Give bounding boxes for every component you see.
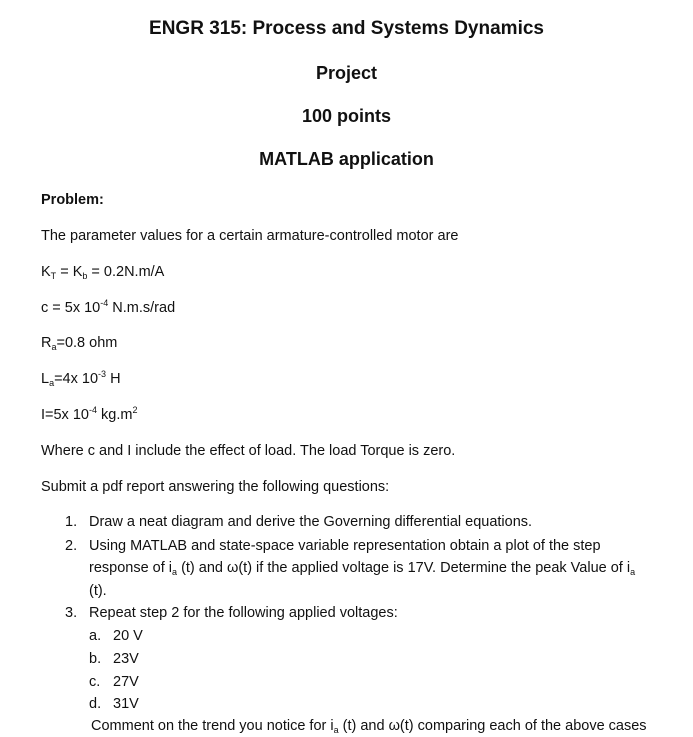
question-3-text: Repeat step 2 for the following applied voltages: [89, 605, 398, 621]
points-label: 100 points [301, 106, 392, 126]
voltage-letter: a. [89, 628, 102, 644]
project-label: Project [315, 63, 378, 83]
voltage-value: 31V [113, 696, 139, 712]
voltage-value: 20 V [113, 628, 143, 644]
question-2-line-3: (t). [89, 583, 107, 599]
param-inertia: I=5x $10^{-4}$ $kg.m^2$ [41, 405, 138, 423]
question-3-number: 3. [65, 605, 78, 621]
param-ra: $R_a=0.8$ ohm [41, 335, 118, 352]
course-title: ENGR 315: Process and Systems Dynamics [149, 18, 544, 39]
param-c: c = 5x $10^{-4}$ N.m.s/rad [41, 298, 176, 316]
subtitle: MATLAB application [259, 149, 434, 169]
submit-text: Submit a pdf report answering the following questions: [41, 479, 390, 495]
question-1-text: Draw a neat diagram and derive the Governing differential equations. [89, 514, 533, 530]
question-1-number: 1. [65, 514, 78, 530]
voltage-letter: d. [89, 696, 102, 712]
question-2-number: 2. [65, 538, 78, 554]
voltage-letter: c. [89, 674, 101, 690]
problem-intro: The parameter values for a certain armature-controlled motor are [41, 228, 459, 244]
voltage-value: 23V [113, 651, 139, 667]
question-2-line-1: Using MATLAB and state-space variable representation obtain a plot of the step [89, 538, 601, 554]
voltage-value: 27V [113, 674, 139, 690]
question-2-line-2: response of $i_a$ (t) and ω(t) if the applied voltage is 17V. Determine the peak Value of $i_a$ [89, 560, 636, 577]
voltage-letter: b. [89, 651, 102, 667]
param-kt-kb: $K_T = K_b = 0.2N.m/A$ [41, 264, 165, 281]
comment-text: Comment on the trend you notice for $i_a$ (t) and ω(t) comparing each of the above cases [91, 718, 647, 735]
problem-heading: Problem: [41, 192, 104, 208]
param-la: $L_a=4x$ $10^{-3}$ H [41, 369, 121, 388]
where-text: Where c and I include the effect of load. The load Torque is zero. [41, 443, 456, 459]
